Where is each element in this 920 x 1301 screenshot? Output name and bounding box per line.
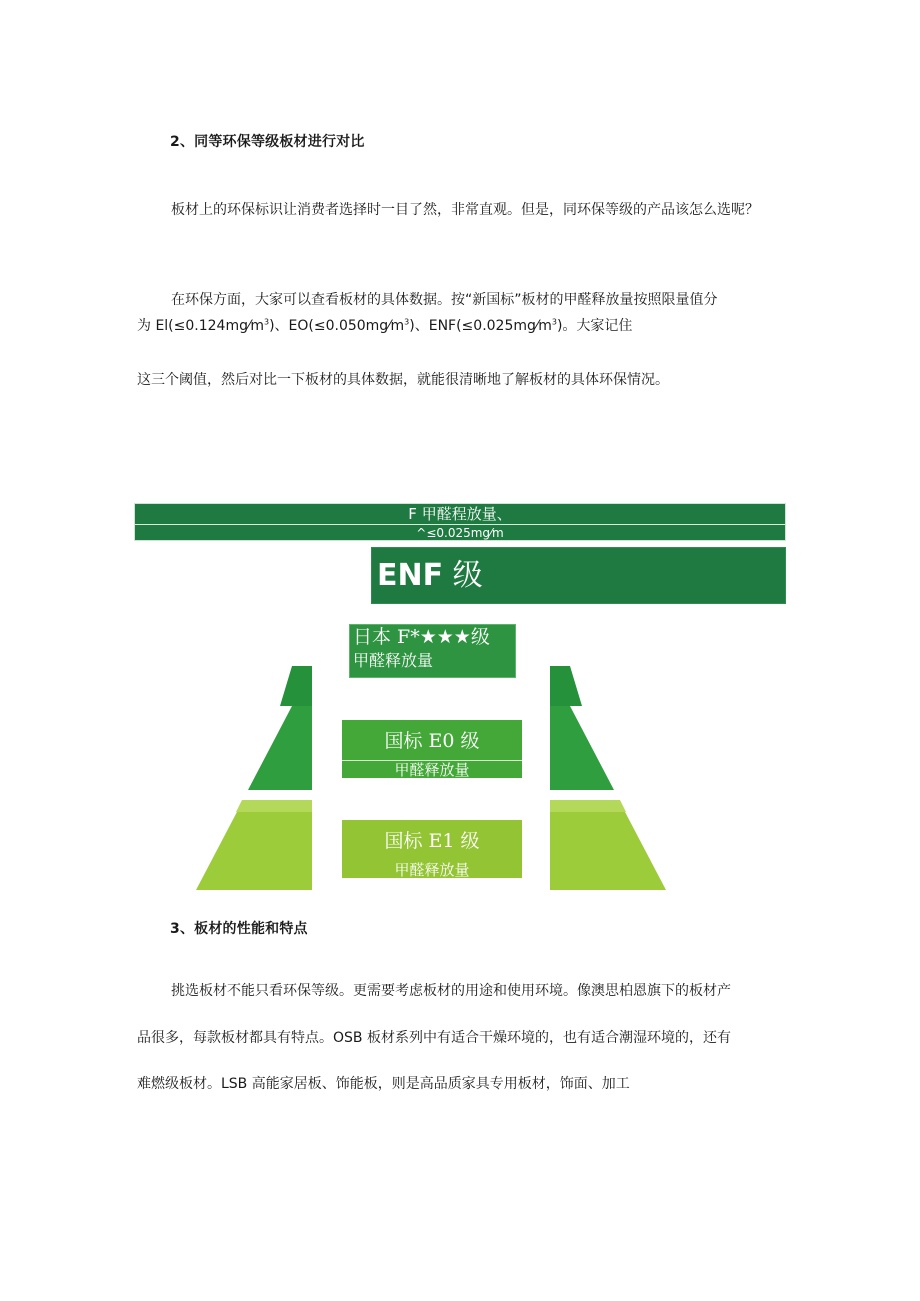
section-3-line-3: 难燃级板材。LSB 高能家居板、饰能板，则是高品质家具专用板材，饰面、加工 [137,1076,630,1092]
remember-text: )。大家记住 [556,318,633,334]
superscript: 3 [404,317,410,327]
limit-e0-text: )、EO(≤0.050mg⁄m [269,318,405,334]
section-2-paragraph-3: 这三个阈值，然后对比一下板材的具体数据，就能很清晰地了解板材的具体环保情况。 [137,372,669,388]
enf-level-box [371,547,786,604]
limit-e1-text: 为 El(≤0.124mg⁄m [137,318,264,334]
limit-enf-text: )、ENF(≤0.025mg⁄m [409,318,552,334]
e1-level-box [342,820,522,878]
pyramid-tier-bottom-right-top [550,800,626,812]
e1-level-title: 国标 E1 级 [384,830,480,852]
e0-level-box [342,720,522,778]
pyramid-tier-bottom-left [196,800,312,890]
e0-level-title: 国标 E0 级 [384,730,480,752]
superscript: 3 [263,317,270,327]
superscript: 3 [551,317,557,327]
section-2-paragraph-2-line-1: 在环保方面，大家可以查看板材的具体数据。按“新国标”板材的甲醛释放量按照限量值分 [171,292,718,308]
section-3-heading: 3、板材的性能和特点 [170,921,308,937]
pyramid-tier-middle-left-top [280,666,312,706]
section-2-heading: 2、同等环保等级板材进行对比 [170,134,365,150]
enf-level-label [377,556,483,596]
japan-level-title: 日本 F*★★★级 [353,626,490,648]
enf-banner-title: F 甲醛程放量、 [408,505,512,523]
enf-label-latin: ENF [377,558,444,593]
enf-label-cn: 级 [443,558,483,593]
e1-level-subtitle: 甲醛释放量 [394,861,470,878]
pyramid-tier-middle-right-top [550,666,582,706]
enf-limit-banner [134,503,786,541]
section-3-line-2: 品很多，每款板材都具有特点。OSB 板材系列中有适合干燥环境的，也有适合潮湿环境的，还有 [137,1030,731,1046]
section-2-paragraph-1: 板材上的环保标识让消费者选择时一目了然，非常直观。但是，同环保等级的产品该怎么选呢？ [171,202,759,218]
japan-fstar-level-box [349,624,516,678]
pyramid-tier-bottom-right [550,800,666,890]
pyramid-tier-bottom-left-top [236,800,312,812]
section-3-line-1: 挑选板材不能只看环保等级。更需要考虑板材的用途和使用环境。像澳思柏恩旗下的板材产 [171,983,731,999]
e0-level-subtitle: 甲醛释放量 [394,761,470,779]
japan-level-subtitle: 甲醛释放量 [353,651,434,670]
enf-banner-limit: ^≤0.025mg⁄m [416,526,504,540]
